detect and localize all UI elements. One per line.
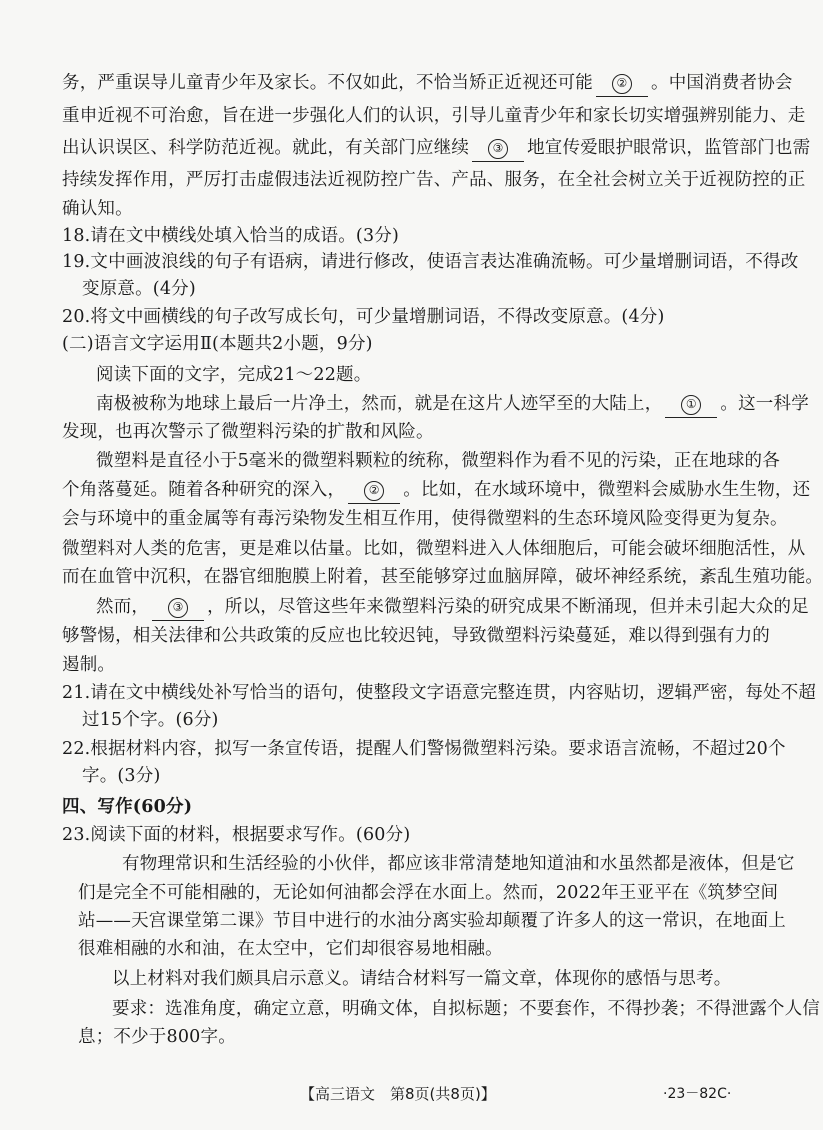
text: 个角落蔓延。随着各种研究的深入，: [62, 480, 346, 500]
passage2-line: 遏制。: [62, 655, 116, 675]
answer-blank: [152, 594, 204, 621]
question-22: 22.根据材料内容，拟写一条宣传语，提醒人们警惕微塑料污染。要求语言流畅，不超过20个: [62, 739, 786, 759]
section-2-title: (二)语言文字运用Ⅱ(本题共2小题，9分): [62, 334, 373, 354]
passage2-line: 够警惕，相关法律和公共政策的反应也比较迟钝，导致微塑料污染蔓延，难以得到强有力的: [62, 626, 770, 646]
answer-blank: [665, 391, 717, 418]
material-line: 有物理常识和生活经验的小伙伴，都应该非常清楚地知道油和水虽然都是液体，但是它: [122, 854, 795, 874]
passage-line: 重申近视不可治愈，旨在进一步强化人们的认识，引导儿童青少年和家长切实增强辨别能力、走: [62, 106, 806, 126]
text: 南极被称为地球上最后一片净土，然而，就是在这片人迹罕至的大陆上，: [96, 394, 663, 414]
read-instruction: 阅读下面的文字，完成21～22题。: [96, 365, 372, 385]
passage2-line: [96, 594, 809, 621]
material-line: 站——天宫课堂第二课》节目中进行的水油分离实验却颠覆了许多人的这一常识，在地面上: [78, 911, 786, 931]
question-21: 21.请在文中横线处补写恰当的语句，使整段文字语意完整连贯，内容贴切，逻辑严密，每处不超: [62, 683, 817, 703]
passage-line: 确认知。: [62, 199, 133, 219]
writing-requirements: 要求：选准角度，确定立意，明确文体，自拟标题；不要套作，不得抄袭；不得泄露个人信: [112, 999, 820, 1019]
section-4-title: 四、写作(60分): [62, 797, 193, 817]
text: 出认识误区、科学防范近视。就此，有关部门应继续: [62, 138, 470, 158]
passage2-line: [96, 391, 809, 418]
question-21-cont: 过15个字。(6分): [82, 710, 219, 730]
material-line: 们是完全不可能相融的，无论如何油都会浮在水面上。然而，2022年王亚平在《筑梦空间: [78, 883, 779, 903]
writing-requirements-cont: 息；不少于800字。: [78, 1027, 236, 1047]
text: 。中国消费者协会: [651, 73, 793, 93]
passage2-line: 发现，也再次警示了微塑料污染的扩散和风险。: [62, 422, 434, 442]
answer-blank: [472, 135, 524, 162]
question-19-cont: 变原意。(4分): [82, 279, 196, 299]
question-23: 23.阅读下面的材料，根据要求写作。(60分): [62, 825, 411, 845]
page-footer: 【高三语文 第8页(共8页)】: [300, 1085, 496, 1103]
blank-number: ②: [612, 74, 632, 94]
question-22-cont: 字。(3分): [82, 766, 161, 786]
question-18: 18.请在文中横线处填入恰当的成语。(3分): [62, 226, 400, 246]
passage2-line: 而在血管中沉积，在器官细胞膜上附着，甚至能够穿过血脑屏障，破坏神经系统，紊乱生殖功能。: [62, 567, 823, 587]
passage-line: 持续发挥作用，严厉打击虚假违法近视防控广告、产品、服务，在全社会树立关于近视防控的正: [62, 170, 806, 190]
blank-number: ③: [488, 139, 508, 159]
passage2-line: 会与环境中的重金属等有毒污染物发生相互作用，使得微塑料的生态环境风险变得更为复杂。: [62, 509, 788, 529]
text: 。这一科学: [720, 394, 809, 414]
material-line: 很难相融的水和油，在太空中，它们却很容易地相融。: [78, 939, 503, 959]
writing-prompt: 以上材料对我们颇具启示意义。请结合材料写一篇文章，体现你的感悟与思考。: [112, 969, 732, 989]
text: ，所以，尽管这些年来微塑料污染的研究成果不断涌现，但并未引起大众的足: [207, 597, 809, 617]
answer-blank: [596, 70, 648, 97]
answer-blank: [348, 477, 400, 504]
passage2-line: 微塑料对人类的危害，更是难以估量。比如，微塑料进入人体细胞后，可能会破坏细胞活性，从: [62, 539, 806, 559]
text: 。比如，在水域环境中，微塑料会威胁水生生物，还: [403, 480, 811, 500]
blank-number: ①: [681, 395, 701, 415]
text: 务，严重误导儿童青少年及家长。不仅如此，不恰当矫正近视还可能: [62, 73, 593, 93]
passage-line: [62, 135, 811, 162]
blank-number: ③: [168, 598, 188, 618]
blank-number: ②: [364, 481, 384, 501]
exam-code: ·23－82C·: [663, 1086, 732, 1102]
passage2-line: 微塑料是直径小于5毫米的微塑料颗粒的统称，微塑料作为看不见的污染，正在地球的各: [96, 451, 780, 471]
question-19: 19.文中画波浪线的句子有语病，请进行修改，使语言表达准确流畅。可少量增删词语，不得改: [62, 252, 799, 272]
question-20: 20.将文中画横线的句子改写成长句，可少量增删词语，不得改变原意。(4分): [62, 307, 665, 327]
passage-line: [62, 70, 793, 97]
passage2-line: [62, 477, 811, 504]
text: 然而，: [96, 597, 150, 617]
text: 地宣传爱眼护眼常识，监管部门也需: [527, 138, 811, 158]
